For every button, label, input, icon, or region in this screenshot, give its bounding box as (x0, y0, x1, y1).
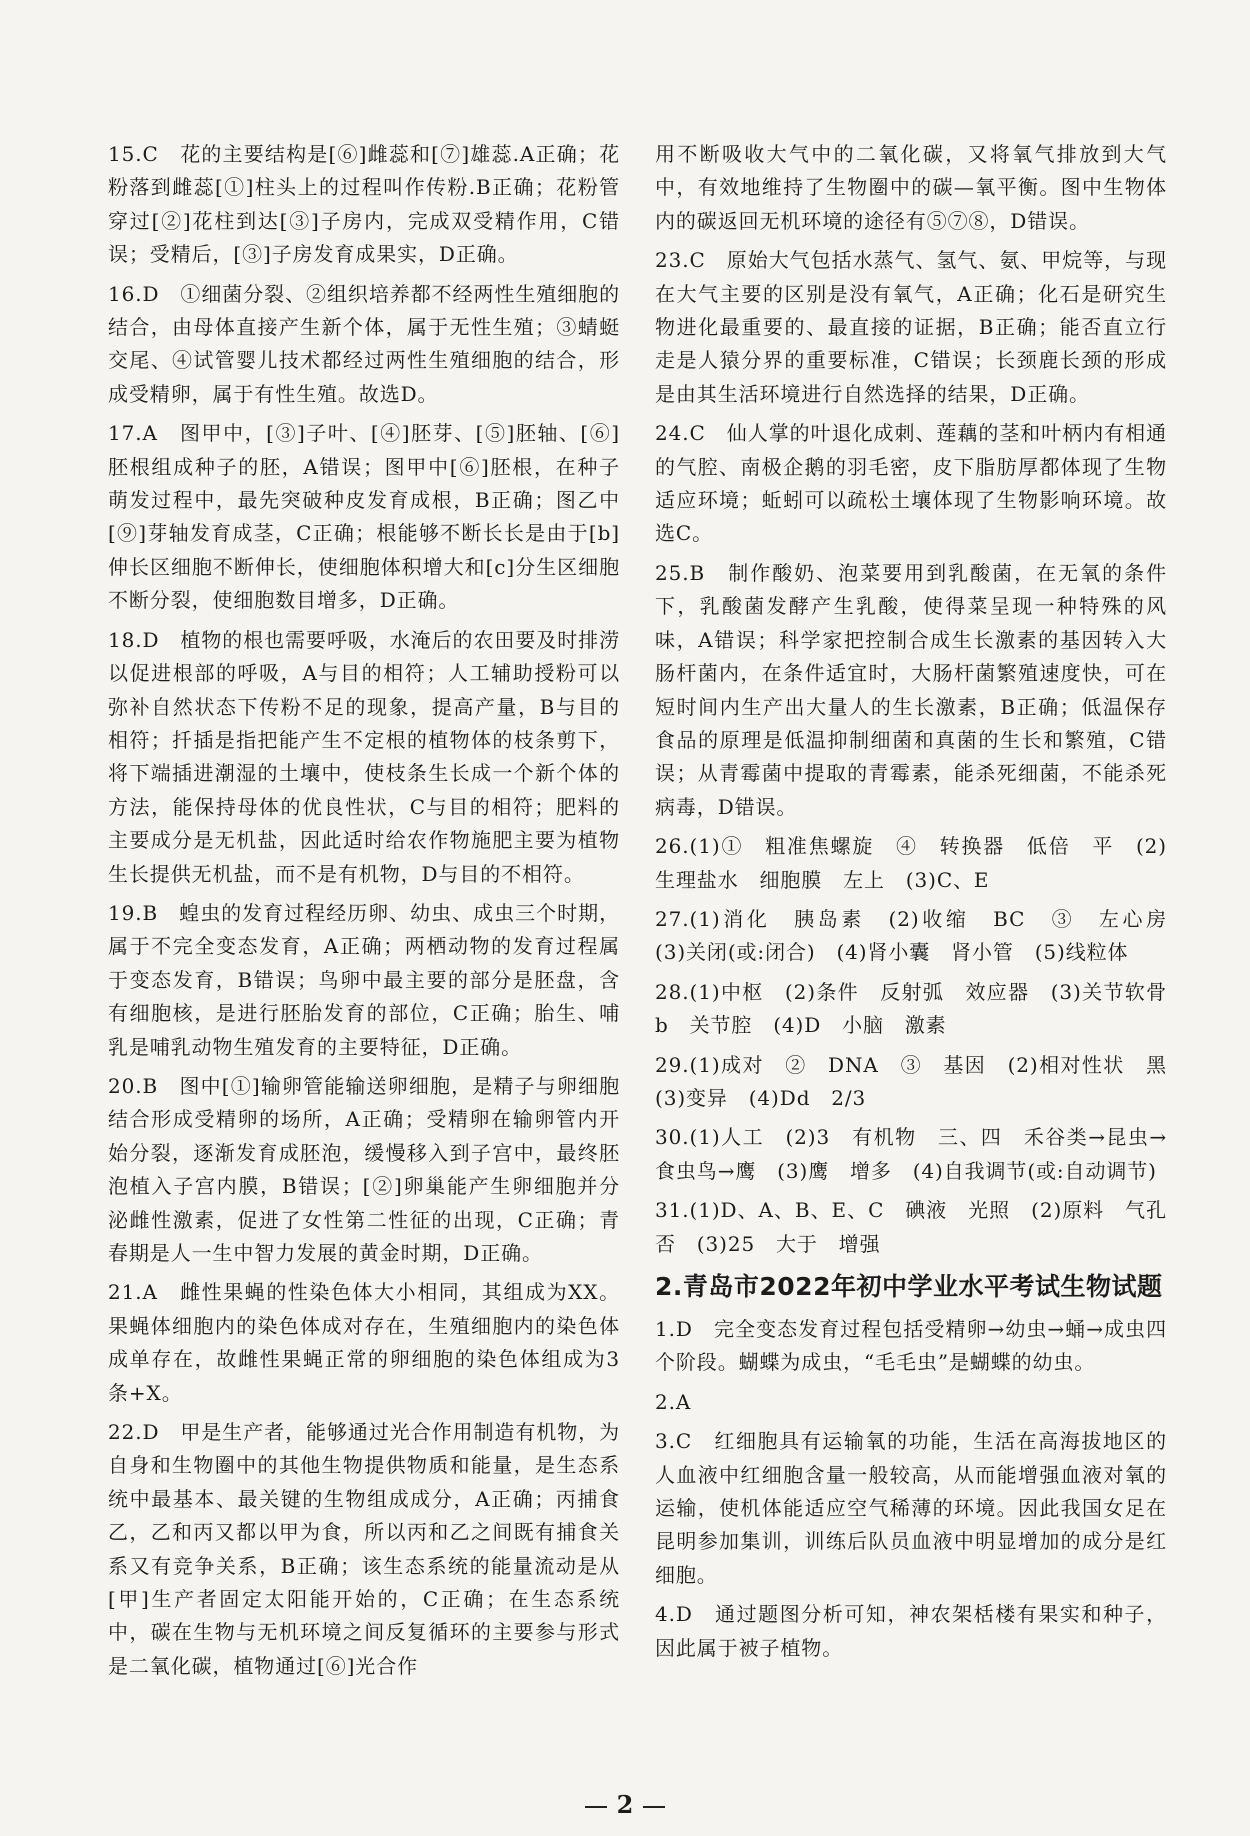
question-number: 17.A (108, 421, 158, 446)
answer-16 (108, 278, 620, 412)
answer-28 (655, 976, 1188, 1043)
answer-4 (655, 1598, 1167, 1665)
answer-text: 制作酸奶、泡菜要用到乳酸菌，在无氧的条件下，乳酸菌发酵产生乳酸，使得菜呈现一种特殊的风味，A错误；科学家把控制合成生长激素的基因转入大肠杆菌内，在条件适宜时，大肠杆菌繁殖速度快，可在短时间内生产出大量人的生长激素，B正确；低温保存食品的原理是低温抑制细菌和真菌的生长和繁殖，C错误；从青霉菌中提取的青霉素，能杀死细菌，不能杀死病毒，D错误。 (655, 560, 1167, 819)
answer-text: 用不断吸收大气中的二氧化碳，又将氧气排放到大气中，有效地维持了生物圈中的碳—氧平衡。图中生物体内的碳返回无机环境的途径有⑤⑦⑧，D错误。 (655, 142, 1167, 233)
answer-text: 完全变态发育过程包括受精卵→幼虫→蛹→成虫四个阶段。蝴蝶为成虫，“毛毛虫”是蝴蝶的幼虫。 (655, 1317, 1167, 1375)
answer-text: 原始大气包括水蒸气、氢气、氨、甲烷等，与现在大气主要的区别是没有氧气，A正确；化石是研究生物进化最重要的、最直接的证据，B正确；能否直立行走是人猿分界的重要标准，C错误；长颈鹿长颈的形成是由其生活环境进行自然选择的结果，D正确。 (655, 248, 1168, 406)
answer-text: (1)成对 ② DNA ③ 基因 (2)相对性状 黑 (3)变异 (4)Dd 2/3 (655, 1052, 1188, 1110)
answer-text: ①细菌分裂、②组织培养都不经两性生殖细胞的结合，由母体直接产生新个体，属于无性生殖；③蜻蜓交尾、④试管婴儿技术都经过两性生殖细胞的结合，形成受精卵，属于有性生殖。故选D。 (108, 281, 620, 406)
answer-31 (655, 1194, 1188, 1261)
answer-text: 红细胞具有运输氧的功能，生活在高海拔地区的人血液中红细胞含量一般较高，从而能增强血液对氧的运输，使机体能适应空气稀薄的环境。因此我国女足在昆明参加集训，训练后队员血液中明显增加的成分是红细胞。 (655, 1429, 1167, 1587)
answer-text: 图甲中，[③]子叶、[④]胚芽、[⑤]胚轴、[⑥]胚根组成种子的胚，A错误；图甲中[⑥]胚根，在种子萌发过程中，最先突破种皮发育成根，B正确；图乙中[⑨]芽轴发育成茎，C正确；根能够不断长长是由于[b]伸长区细胞不断伸长，使细胞体积增大和[c]分生区细胞不断分裂，使细胞数目增多，D正确。 (108, 421, 620, 613)
question-number: 24.C (655, 421, 706, 446)
question-number: 25.B (655, 560, 706, 585)
question-number: 3.C (655, 1429, 693, 1454)
question-number: 20.B (108, 1073, 159, 1098)
answer-22-continued (655, 138, 1167, 238)
question-number: 15.C (108, 142, 159, 166)
question-number: 16.D (108, 281, 160, 306)
answer-23 (655, 244, 1167, 411)
question-number: 31. (655, 1198, 690, 1223)
answer-25 (655, 557, 1167, 824)
section-title: 2.青岛市2022年初中学业水平考试生物试题 (655, 1272, 1163, 1301)
question-number: 2.A (655, 1389, 692, 1414)
page-number: 2 (616, 1790, 634, 1819)
question-number: 27. (655, 906, 690, 931)
answer-27 (655, 903, 1188, 970)
answer-text: (1)① 粗准焦螺旋 ④ 转换器 低倍 平 (2)生理盐水 细胞膜 左上 (3)C、E (655, 834, 1167, 892)
answer-30 (655, 1121, 1167, 1188)
question-number: 28. (655, 979, 690, 1004)
answer-text: 蝗虫的发育过程经历卵、幼虫、成虫三个时期，属于不完全变态发育，A正确；两栖动物的发育过程属于变态发育，B错误；鸟卵中最主要的部分是胚盘，含有细胞核，是进行胚胎发育的部位，C正确；胎生、哺乳是哺乳动物生殖发育的主要特征，D正确。 (108, 900, 620, 1059)
answer-24 (655, 417, 1167, 551)
answer-text: 仙人掌的叶退化成刺、莲藕的茎和叶柄内有相通的气腔、南极企鹅的羽毛密，皮下脂肪厚都体现了生物适应环境；蚯蚓可以疏松土壤体现了生物影响环境。故选C。 (655, 421, 1168, 546)
answer-text: 植物的根也需要呼吸，水淹后的农田要及时排涝以促进根部的呼吸，A与目的相符；人工辅助授粉可以弥补自然状态下传粉不足的现象，提高产量，B与目的相符；扦插是指把能产生不定根的植物体的枝条剪下，将下端插进潮湿的土壤中，使枝条生长成一个新个体的方法，能保持母体的优良性状，C与目的相符；肥料的主要成分是无机盐，因此适时给农作物施肥主要为植物生长提供无机盐，而不是有机物，D与目的不相符。 (108, 627, 620, 886)
answer-26 (655, 830, 1167, 897)
right-column (655, 138, 1188, 1671)
answer-text: (1)D、A、B、E、C 碘液 光照 (2)原料 气孔 否 (3)25 大于 增强 (655, 1198, 1188, 1256)
answer-20 (108, 1070, 620, 1270)
answer-19 (108, 897, 620, 1064)
left-column (108, 138, 620, 1689)
answer-17 (108, 417, 620, 617)
question-number: 29. (655, 1052, 690, 1077)
answer-text: (1)人工 (2)3 有机物 三、四 禾谷类→昆虫→食虫鸟→鹰 (3)鹰 增多 (4)自我调节(或:自动调节) (655, 1125, 1167, 1183)
answer-29 (655, 1049, 1188, 1116)
question-number: 4.D (655, 1602, 693, 1627)
question-number: 30. (655, 1125, 690, 1150)
answer-22 (108, 1416, 620, 1683)
footer-dash-left (585, 1806, 607, 1808)
answer-text: 甲是生产者，能够通过光合作用制造有机物，为自身和生物圈中的其他生物提供物质和能量，是生态系统中最基本、最关键的生物组成成分，A正确；丙捕食乙，乙和丙又都以甲为食，所以丙和乙之间既有捕食关系又有竞争关系，B正确；该生态系统的能量流动是从[甲]生产者固定太阳能开始的，C正确；在生态系统中，碳在生物与无机环境之间反复循环的主要参与形式是二氧化碳，植物通过[⑥]光合作 (108, 1420, 620, 1678)
answer-21 (108, 1276, 620, 1410)
question-number: 26. (655, 834, 690, 859)
answer-text: 图中[①]输卵管能输送卵细胞，是精子与卵细胞结合形成受精卵的场所，A正确；受精卵在输卵管内开始分裂，逐渐发育成胚泡，缓慢移入到子宫中，最终胚泡植入子宫内膜，B错误；[②]卵巢能产生卵细胞并分泌雌性激素，促进了女性第二性征的出现，C正确；青春期是人一生中智力发展的黄金时期，D正确。 (108, 1073, 620, 1265)
answer-2 (655, 1386, 1167, 1419)
answer-text: 雌性果蝇的性染色体大小相同，其组成为XX。果蝇体细胞内的染色体成对存在，生殖细胞内的染色体成单存在，故雌性果蝇正常的卵细胞的染色体组成为3条+X。 (108, 1280, 620, 1405)
question-number: 23.C (655, 248, 706, 273)
answer-1 (655, 1313, 1167, 1380)
answer-15 (108, 138, 620, 272)
answer-text: 花的主要结构是[⑥]雌蕊和[⑦]雄蕊.A正确；花粉落到雌蕊[①]柱头上的过程叫作传粉.B正确；花粉管穿过[②]花柱到达[③]子房内，完成双受精作用，C错误；受精后，[③]子房发育成果实，D正确。 (108, 142, 620, 267)
answer-text: (1)中枢 (2)条件 反射弧 效应器 (3)关节软骨 b 关节腔 (4)D 小脑 激素 (655, 979, 1188, 1038)
question-number: 1.D (655, 1317, 693, 1341)
answer-text: 通过题图分析可知，神农架栝楼有果实和种子，因此属于被子植物。 (655, 1602, 1168, 1660)
page-footer (0, 1790, 1250, 1819)
question-number: 18.D (108, 627, 160, 652)
question-number: 19.B (108, 900, 159, 925)
answer-text: (1)消化 胰岛素 (2)收缩 BC ③ 左心房 (3)关闭(或:闭合) (4)肾小囊 肾小管 (5)线粒体 (655, 906, 1188, 965)
question-number: 21.A (108, 1280, 158, 1305)
answer-18 (108, 624, 620, 891)
question-number: 22.D (108, 1420, 160, 1445)
answer-3 (655, 1425, 1167, 1592)
footer-dash-right (643, 1806, 665, 1808)
